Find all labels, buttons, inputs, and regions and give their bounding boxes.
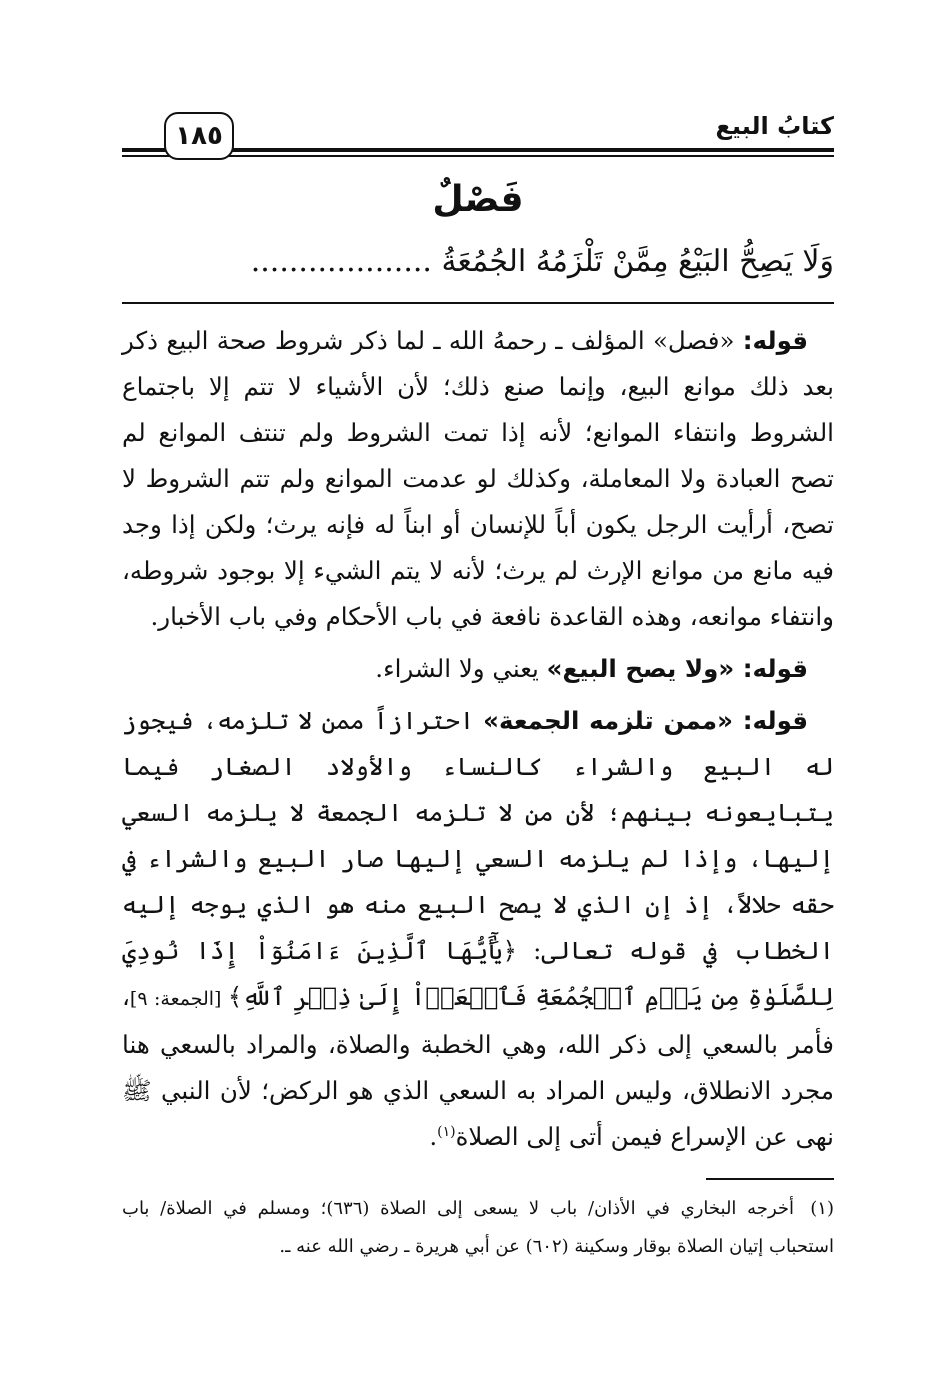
book-title: كتابُ البيع xyxy=(715,112,834,140)
footnote-number: (١) xyxy=(810,1198,834,1219)
footnote xyxy=(122,1190,834,1266)
paragraph-text: ، فأمر بالسعي إلى ذكر الله، وهي الخطبة والصلاة، والمراد بالسعي هنا مجرد الانطلاق، وليس المراد به السعي الذي هو الركض؛ لأن النبي ﷺ نهى عن الإسراع فيمن أتى إلى الصلاة xyxy=(122,982,834,1151)
matn-divider xyxy=(122,302,834,304)
paragraph-1 xyxy=(122,318,834,640)
paragraph-lead: قوله: xyxy=(742,654,808,683)
matn-line: وَلَا يَصِحُّ البَيْعُ مِمَّنْ تَلْزَمُهُ الجُمُعَةُ ................... xyxy=(250,244,834,279)
paragraph-3 xyxy=(122,698,834,1160)
footnote-marker[interactable]: (١) xyxy=(437,1123,456,1140)
footnote-text: أخرجه البخاري في الأذان/ باب لا يسعى إلى الصلاة (٦٣٦)؛ ومسلم في الصلاة/ باب استحباب إتيان الصلاة بوقار وسكينة (٦٠٢) عن أبي هريرة ـ رضي الله عنه ـ. xyxy=(122,1198,834,1257)
paragraph-lead: قوله: xyxy=(742,706,808,735)
paragraph-lead: قوله: xyxy=(742,326,808,355)
matn-quote: «ممن تلزمه الجمعة» xyxy=(483,706,743,735)
footnote-rule xyxy=(706,1178,834,1180)
matn-quote: «ولا يصح البيع» xyxy=(546,654,743,683)
paragraph-text: احترازاً ممن لا تلزمه، فيجوز له البيع والشراء كالنساء والأولاد الصغار فيما يتبايعونه بينهم؛ لأن من لا تلزمه الجمعة لا يلزمه السعي إليها، وإذا لم يلزمه السعي إليها صار البيع والشراء في حقه حلالاً، إذ إن الذي لا يصح البيع منه هو الذي يوجه إليه الخطاب في قوله تعالى: xyxy=(122,706,834,965)
verse-reference: [الجمعة: ٩] xyxy=(129,988,228,1010)
paragraph-2 xyxy=(122,646,834,692)
paragraph-text: «فصل» المؤلف ـ رحمهُ الله ـ لما ذكر شروط صحة البيع ذكر بعد ذلك موانع البيع، وإنما صنع ذلك؛ لأن الأشياء لا تتم إلا باجتماع الشروط وانتفاء الموانع؛ لأنه إذا تمت الشروط ولم تنتف الموانع لم تصح العبادة ولا المعاملة، وكذلك لو عدمت الموانع ولم تتم الشروط لا تصح، أرأيت الرجل يكون أباً للإنسان أو ابناً له فإنه يرث؛ ولكن إذا وجد فيه مانع من موانع الإرث لم يرث؛ لأنه لا يتم الشيء إلا بوجود شروطه، وانتفاء موانعه، وهذه القاعدة نافعة في باب الأحكام وفي باب الأخبار. xyxy=(122,326,834,631)
body-text xyxy=(122,318,834,1166)
paragraph-text: يعني ولا الشراء. xyxy=(375,654,547,683)
page-number: ١٨٥ xyxy=(164,112,234,160)
quran-verse: ﴿يَٰٓأَيُّهَا ٱلَّذِينَ ءَامَنُوٓاْ إِذَا نُودِيَ لِلصَّلَوٰةِ مِن يَوۡمِ ٱلۡجُمُعَةِ فَٱسۡعَوۡاْ إِلَىٰ ذِكۡرِ ٱللَّهِ﴾ xyxy=(122,936,834,1011)
page-header xyxy=(122,110,834,170)
section-title: فَصْلٌ xyxy=(432,179,524,220)
paragraph-end: . xyxy=(429,1122,438,1151)
